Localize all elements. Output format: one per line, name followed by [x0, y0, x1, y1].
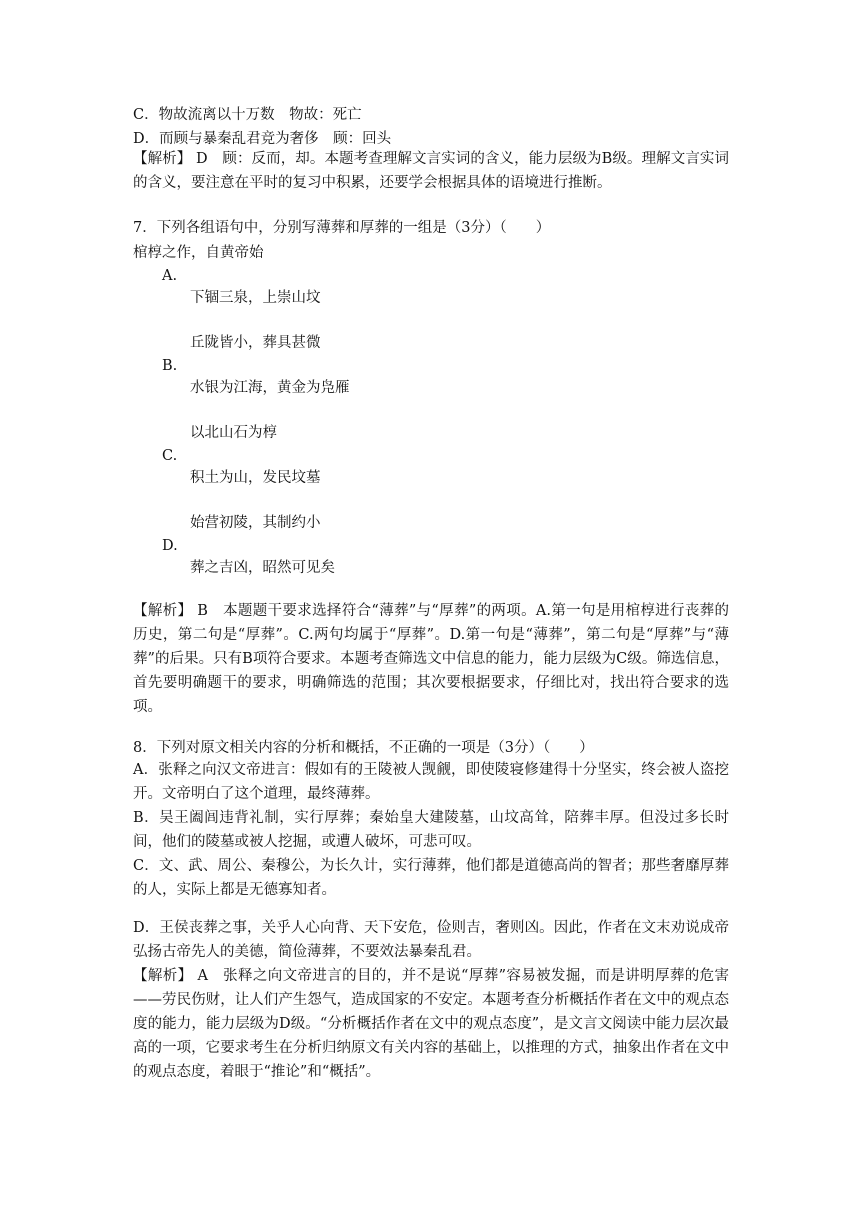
option-d-prev: D．而顾与暴秦乱君竞为奢侈 顾：回头 — [133, 131, 392, 147]
q7-option-a-first: 下锢三泉，上崇山坟 — [190, 290, 321, 306]
q7-option-b-label: B. — [162, 358, 178, 374]
q7-option-a-label: A. — [162, 268, 178, 284]
q7-option-c-label: C. — [162, 448, 178, 464]
q7-stem: 7．下列各组语句中，分别写薄葬和厚葬的一组是（3分）（ ） — [133, 220, 551, 236]
q7-option-b-second: 以北山石为椁 — [190, 425, 277, 441]
q8-option-a: A．张释之向汉文帝进言：假如有的王陵被人觊觎，即使陵寝修建得十分坚实，终会被人盗挖开。文帝明白了这个道理，最终薄葬。 — [133, 762, 729, 802]
q8-option-b: B．吴王阖闾违背礼制，实行厚葬；秦始皇大建陵墓，山坟高耸，陪葬丰厚。但没过多长时间，他们的陵墓或被人挖掘，或遭人破坏，可悲可叹。 — [133, 810, 729, 850]
q7-option-b-first: 水银为江海，黄金为凫雁 — [190, 380, 350, 396]
q7-option-a-second: 丘陇皆小，葬具甚微 — [190, 335, 321, 351]
q7-option-c-first: 积土为山，发民坟墓 — [190, 470, 321, 486]
analysis-q8: 【解析】 A 张释之向文帝进言的目的，并不是说“厚葬”容易被发掘，而是讲明厚葬的危害——劳民伤财，让人们产生怨气，造成国家的不安定。本题考查分析概括作者在文中的观点态度的能力，能力层级为D级。“分析概括作者在文中的观点态度”，是文言文阅读中能力层次最高的一项，它要求考生在分析归纳原文有关内容的基础上，以推理的方式，抽象出作者在文中的观点态度，着眼于“推论”和“概括”。 — [133, 968, 729, 1080]
analysis-q7: 【解析】 B 本题题干要求选择符合“薄葬”与“厚葬”的两项。A.第一句是用棺椁进行丧葬的历史，第二句是“厚葬”。C.两句均属于“厚葬”。D.第一句是“薄葬”，第二句是“厚葬”与“薄葬”的后果。只有B项符合要求。本题考查筛选文中信息的能力，能力层级为C级。筛选信息，首先要明确题干的要求，明确筛选的范围；其次要根据要求，仔细比对，找出符合要求的选项。 — [133, 603, 729, 715]
q7-option-c-second: 始营初陵，其制约小 — [190, 515, 321, 531]
q8-option-d: D．王侯丧葬之事，关乎人心向背、天下安危，俭则吉，奢则凶。因此，作者在文末劝说成帝弘扬古帝先人的美德，简俭薄葬，不要效法暴秦乱君。 — [133, 920, 729, 960]
q7-context: 棺椁之作，自黄帝始 — [133, 245, 264, 261]
option-c-prev: C．物故流离以十万数 物故：死亡 — [133, 107, 362, 123]
q8-option-c: C．文、武、周公、秦穆公，为长久计，实行薄葬，他们都是道德高尚的智者；那些奢靡厚葬的人，实际上都是无德寡知者。 — [133, 858, 729, 898]
analysis-q6: 【解析】 D 顾：反而，却。本题考查理解文言实词的含义，能力层级为B级。理解文言实词的含义，要注意在平时的复习中积累，还要学会根据具体的语境进行推断。 — [133, 151, 729, 191]
q7-option-d-label: D. — [162, 538, 178, 554]
q7-option-d-first: 葬之吉凶，昭然可见矣 — [190, 560, 335, 576]
q8-stem: 8．下列对原文相关内容的分析和概括，不正确的一项是（3分）（ ） — [133, 740, 594, 756]
